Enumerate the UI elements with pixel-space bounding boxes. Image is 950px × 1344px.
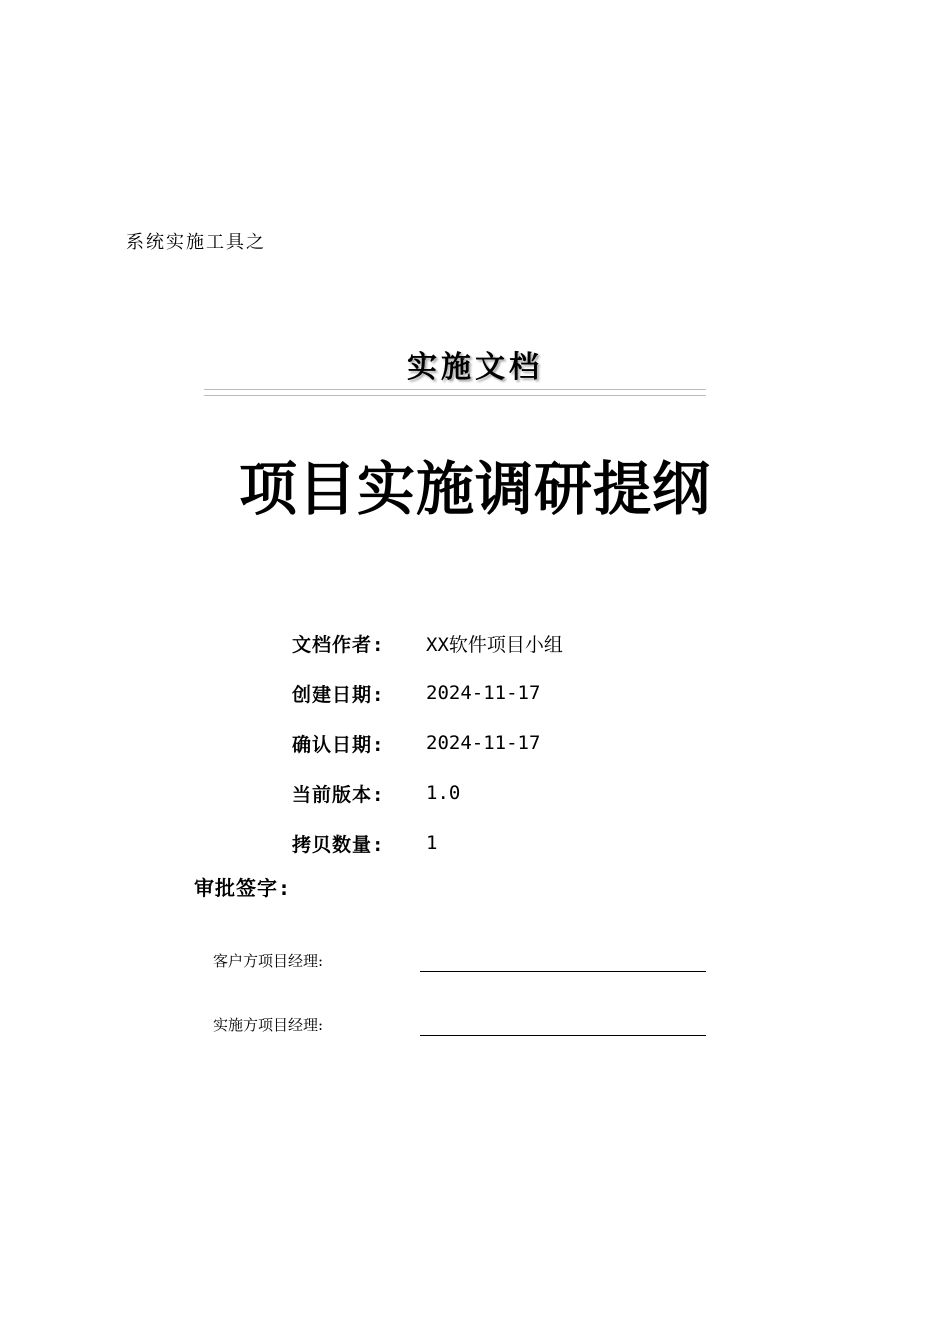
meta-row-copy-count bbox=[292, 818, 563, 868]
document-type-heading: 实施文档 bbox=[407, 350, 543, 385]
meta-value: 2024-11-17 bbox=[426, 732, 541, 754]
meta-value: XX软件项目小组 bbox=[426, 633, 563, 656]
signature-label: 客户方项目经理: bbox=[213, 952, 324, 970]
signature-line bbox=[420, 1035, 706, 1036]
meta-value: 2024-11-17 bbox=[426, 682, 541, 704]
heading-divider bbox=[204, 389, 706, 396]
meta-row-created-date bbox=[292, 668, 563, 718]
approval-heading: 审批签字: bbox=[194, 876, 292, 900]
document-meta bbox=[292, 618, 563, 868]
meta-label: 创建日期: bbox=[292, 683, 385, 706]
series-label: 系统实施工具之 bbox=[126, 232, 266, 253]
meta-row-author bbox=[292, 618, 563, 668]
page-title: 项目实施调研提纲 bbox=[238, 455, 711, 523]
meta-label: 当前版本: bbox=[292, 783, 385, 806]
signature-line bbox=[420, 971, 706, 972]
signature-row-client-manager bbox=[213, 950, 707, 974]
meta-label: 拷贝数量: bbox=[292, 833, 385, 856]
meta-value: 1.0 bbox=[426, 782, 461, 804]
meta-label: 确认日期: bbox=[292, 733, 385, 756]
meta-row-confirmed-date bbox=[292, 718, 563, 768]
signature-row-implementer-manager bbox=[213, 1014, 707, 1038]
meta-label: 文档作者: bbox=[292, 633, 385, 656]
meta-row-version bbox=[292, 768, 563, 818]
signature-label: 实施方项目经理: bbox=[213, 1016, 324, 1034]
meta-value: 1 bbox=[426, 832, 438, 854]
